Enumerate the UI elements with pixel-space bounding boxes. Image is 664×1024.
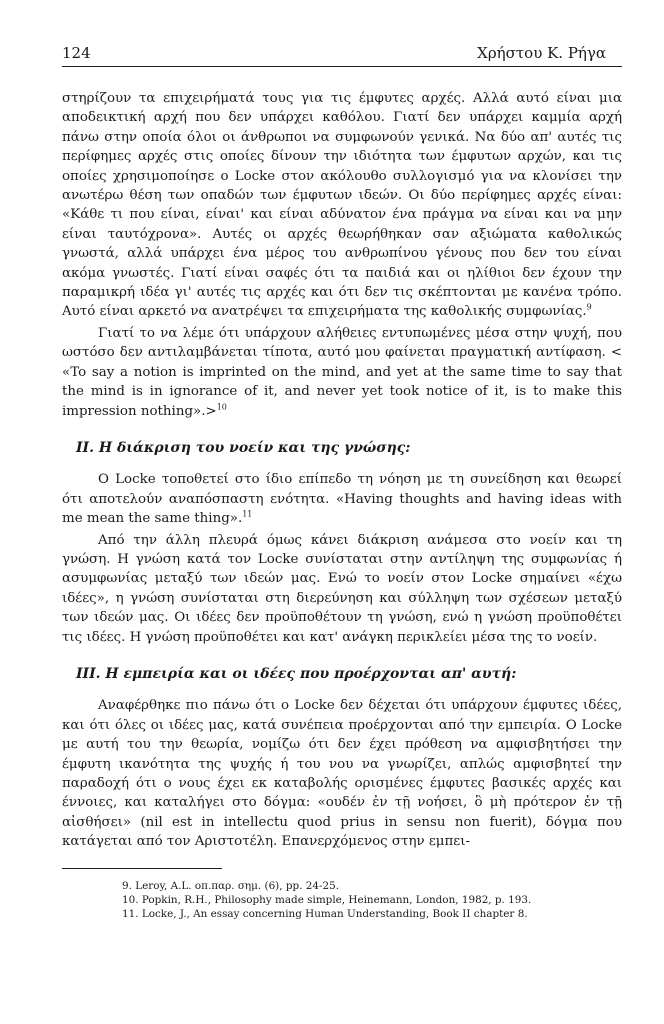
footnote-ref[interactable]: 10	[216, 402, 227, 412]
footnote: 9. Leroy, A.L. οπ.παρ. σημ. (6), pp. 24-25.	[122, 879, 340, 892]
paragraph: Από την άλλη πλευρά όμως κάνει διάκριση ανάμεσα στο νοείν και τη γνώση. Η γνώση κατά τον Locke συνίσταται στην αντίληψη της συμφωνίας ή ασυμφωνίας μεταξύ των ιδεών μας. Ενώ το νοείν στον Locke σημαίνει «έχω ιδέες», η γνώση συνίσταται στη διερεύνηση και σύλληψη των σχέσεων μεταξύ των ιδεών μας. Οι ιδέες δεν προϋποθέτουν τη γνώση, ενώ η γνώση προϋποθέτει τις ιδέες. Η γνώση προϋποθέτει και κατ' ανάγκη περικλείει μέσα της το νοείν.	[62, 532, 622, 645]
running-title: Χρήστου Κ. Ρήγα	[477, 44, 606, 62]
footnotes	[62, 879, 622, 921]
footnote-ref[interactable]: 11	[242, 509, 253, 519]
section-heading: ΙΙ. Η διάκριση του νοείν και της γνώσης:	[76, 439, 411, 456]
page-number: 124	[62, 44, 91, 62]
body-text	[62, 89, 622, 852]
footnote: 10. Popkin, R.H., Philosophy made simple, Heinemann, London, 1982, p. 193.	[122, 893, 532, 906]
book-page	[62, 44, 622, 921]
paragraph: Γιατί το να λέμε ότι υπάρχουν αλήθειες εντυπωμένες μέσα στην ψυχή, που ωστόσο δεν αντιλαμβάνεται τίποτα, αυτό μου φαίνεται πραγματική αντίφαση. < «To say a notion is imprinted on the mind, and yet at the same time to say that the mind is in ignorance of it, and never yet took notice of it, is to make this impression nothing».>$^{10}$	[62, 325, 622, 419]
footnote: 11. Locke, J., An essay concerning Human Understanding, Book II chapter 8.	[122, 907, 528, 920]
running-header	[62, 44, 622, 67]
paragraph: Ο Locke τοποθετεί στο ίδιο επίπεδο τη νόηση με τη συνείδηση και θεωρεί ότι αποτελούν αναπόσπαστη ενότητα. «Having thoughts and having ideas with me mean the same thing».$^{11}$	[62, 472, 622, 527]
footnote-ref[interactable]: 9	[586, 303, 592, 312]
footnote-divider	[62, 868, 222, 869]
section-heading: ΙΙΙ. Η εμπειρία και οι ιδέες που προέρχονται απ' αυτή:	[76, 665, 517, 682]
paragraph: στηρίζουν τα επιχειρήματά τους για τις έμφυτες αρχές. Αλλά αυτό είναι μια αποδεικτική αρχή που δεν υπάρχει καθόλου. Γιατί δεν υπάρχει καμμία αρχή πάνω στην οποία όλοι οι άνθρωποι να συμφωνούν γενικά. Να δύο απ' αυτές τις περίφημες αρχές στις οποίες δίνουν την ιδιότητα των έμφυτων αρχών, και τις οποίες χρησιμοποίησε ο Locke στον ακόλουθο συλλογισμό για να κλονίσει την ανωτέρω θέση των οπαδών των έμφυτων ιδεών. Οι δύο περίφημες αρχές είναι: «Κάθε τι που είναι, είναι' και είναι αδύνατον ένα πράγμα να είναι και να μην είναι ταυτόχρονα». Αυτές οι αρχές θεωρήθηκαν σαν αξιώματα καθολικώς γνωστά, αλλά υπάρχει ένα μέρος του ανθρωπίνου γένους που δεν του είναι ακόμα γνωστές. Γιατί είναι σαφές ότι τα παιδιά και οι ηλίθιοι δεν έχουν την παραμικρή ιδέα γι' αυτές τις αρχές και ότι δεν τις σκέπτονται με κανένα τρόπο. Αυτό είναι αρκετό να ανατρέψει τα επιχειρήματα της καθολικής συμφωνίας.$^9$	[62, 91, 622, 320]
paragraph: Αναφέρθηκε πιο πάνω ότι ο Locke δεν δέχεται ότι υπάρχουν έμφυτες ιδέες, και ότι όλες οι ιδέες μας, κατά συνέπεια προέρχονται από την εμπειρία. Ο Locke με αυτή του την θεωρία, νομίζω ότι δεν έχει πρόθεση να αμφισβητήσει την έμφυτη ικανότητα της ψυχής ή του νου να γνωρίζει, απλώς αμφισβητεί την παραδοχή ότι ο νους έχει εκ καταβολής ορισμένες έμφυτες βασικές αρχές και έννοιες, και καταλήγει στο δόγμα: «ουδέν ἐν τῇ νοήσει, ὃ μὴ πρότερον ἐν τῇ αἰσθήσει» (nil est in intellectu quod prius in sensu non fuerit), δόγμα που κατάγεται από τον Αριστοτέλη. Επανερχόμενος στην εμπει-	[62, 698, 622, 850]
